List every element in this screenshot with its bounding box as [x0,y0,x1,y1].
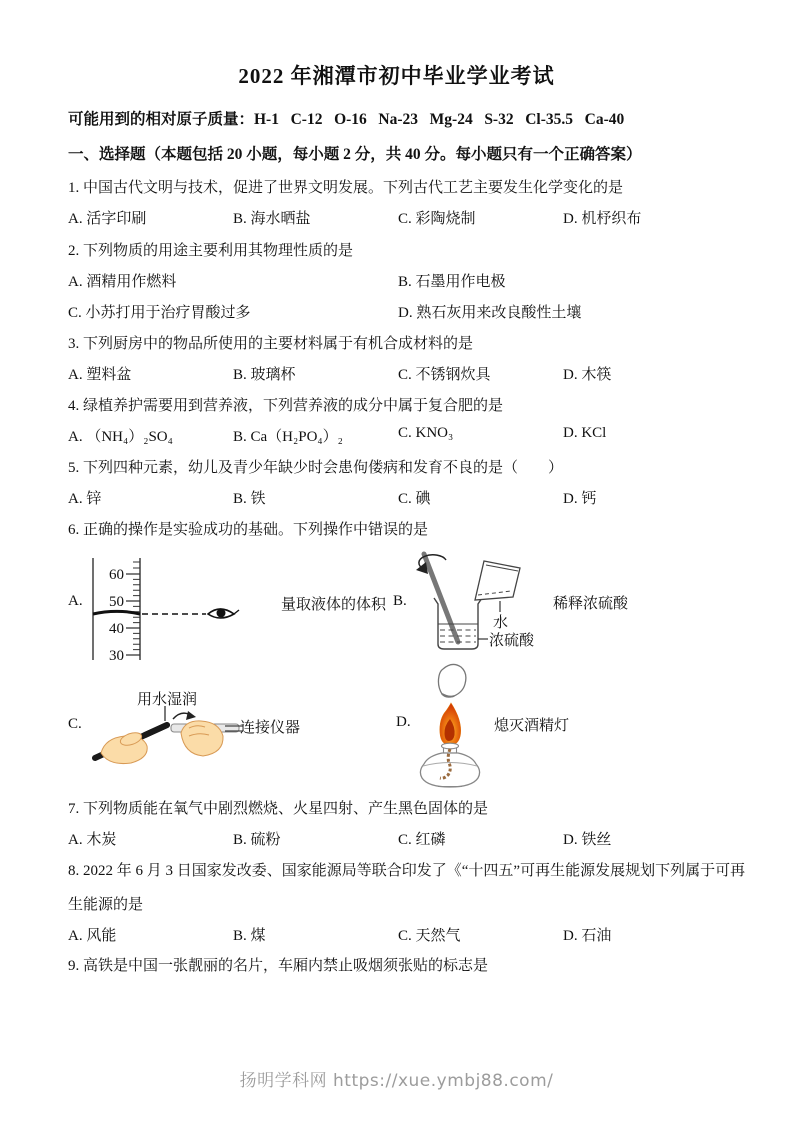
option: D. 机杼织布 [563,211,642,227]
option: A. 塑料盆 [68,367,132,383]
option: C. 碘 [398,491,431,507]
question-3-options [68,363,748,384]
option: D. 木筷 [563,367,612,383]
option-a-label: A. [68,593,83,609]
option: B. 煤 [233,928,266,944]
option: A. （NH₄）₂SO₄ [68,429,173,445]
option: A. 锌 [68,491,102,507]
flame-icon [440,703,461,745]
scale-mark-30: 30 [109,648,124,662]
option-c-label: C. [68,716,82,732]
scale-mark-60: 60 [109,567,124,583]
option-d-label: D. [396,714,411,730]
connect-apparatus-diagram [85,706,243,770]
option: D. 熟石灰用来改良酸性土壤 [398,305,582,321]
diagram-a-caption: 量取液体的体积 [281,597,387,613]
option: A. 木炭 [68,832,117,848]
option: B. 硫粉 [233,832,281,848]
diagram-d-caption: 熄灭酒精灯 [494,718,570,734]
option: C. 不锈钢炊具 [398,367,491,383]
question-7-options [68,828,748,849]
option: C. 彩陶烧制 [398,211,476,227]
glass-rod [424,554,458,642]
question-5-stem: 5. 下列四种元素，幼儿及青少年缺少时会患佝偻病和发育不良的是（ ） [68,460,564,476]
twist-arrow-icon [173,711,196,720]
option: D. 石油 [563,928,612,944]
option: A. 风能 [68,928,117,944]
option-b-label: B. [393,593,407,609]
question-3-stem: 3. 下列厨房中的物品所使用的主要材料属于有机合成材料的是 [68,336,474,352]
question-9-stem: 9. 高铁是中国一张靓丽的名片，车厢内禁止吸烟须张贴的标志是 [68,958,489,974]
option: A. 活字印刷 [68,211,147,227]
question-5-options [68,487,748,508]
option: B. Ca（H₂PO₄）₂ [233,429,343,445]
option: D. 铁丝 [563,832,612,848]
lamp-cap [438,664,465,697]
question-4-options [68,425,748,446]
liquid-level [93,611,140,614]
diagram-c-note: 用水湿润 [137,692,198,708]
acid-label: 浓硫酸 [489,633,535,649]
option: A. 酒精用作燃料 [68,274,177,290]
question-2-options-ab [68,270,748,291]
right-hand [181,721,223,756]
atomic-masses-line: 可能用到的相对原子质量：H-1 C-12 O-16 Na-23 Mg-24 S-32 Cl-35.5 Ca-40 [68,111,625,128]
question-2-stem: 2. 下列物质的用途主要利用其物理性质的是 [68,243,354,259]
option: C. 红磷 [398,832,446,848]
option: B. 石墨用作电极 [398,274,506,290]
page-title: 2022 年湘潭市初中毕业学业考试 [238,64,555,88]
diagram-b-caption: 稀释浓硫酸 [553,596,629,612]
question-1-options [68,207,748,228]
section-header: 一、选择题（本题包括 20 小题，每小题 2 分，共 40 分。每小题只有一个正确答案） [68,146,642,163]
question-1-stem: 1. 中国古代文明与技术，促进了世界文明发展。下列古代工艺主要发生化学变化的是 [68,180,624,196]
option: C. 小苏打用于治疗胃酸过多 [68,305,251,321]
option: B. 铁 [233,491,266,507]
scale-mark-40: 40 [109,621,124,637]
pouring-cup [475,561,520,600]
question-2-options-cd [68,301,748,322]
question-8-stem-line1: 8. 2022 年 6 月 3 日国家发改委、国家能源局等联合印发了《“十四五”可再生能源发展规划下列属于可再 [68,863,746,879]
question-4-stem: 4. 绿植养护需要用到营养液，下列营养液的成分中属于复合肥的是 [68,398,504,414]
left-hand [101,730,147,763]
alcohol-lamp-diagram [416,661,488,789]
eye-icon [208,609,239,619]
lamp-body [420,749,479,787]
watermark-footer: 扬明学科网 https://xue.ymbj88.com/ [239,1071,554,1091]
water-label: 水 [493,615,509,631]
option: C. KNO₃ [398,425,454,441]
scale-mark-50: 50 [109,594,124,610]
diagram-c-caption: 连接仪器 [240,720,301,736]
question-8-stem-line2: 生能源的是 [68,897,144,913]
option: D. KCl [563,425,607,441]
option: C. 天然气 [398,928,461,944]
option: B. 海水晒盐 [233,211,311,227]
question-8-options [68,924,748,945]
question-7-stem: 7. 下列物质能在氧气中剧烈燃烧、火星四射、产生黑色固体的是 [68,801,489,817]
option: B. 玻璃杯 [233,367,296,383]
graduated-cylinder-diagram [88,556,266,662]
question-6-stem: 6. 正确的操作是实验成功的基础。下列操作中错误的是 [68,522,429,538]
option: D. 钙 [563,491,597,507]
